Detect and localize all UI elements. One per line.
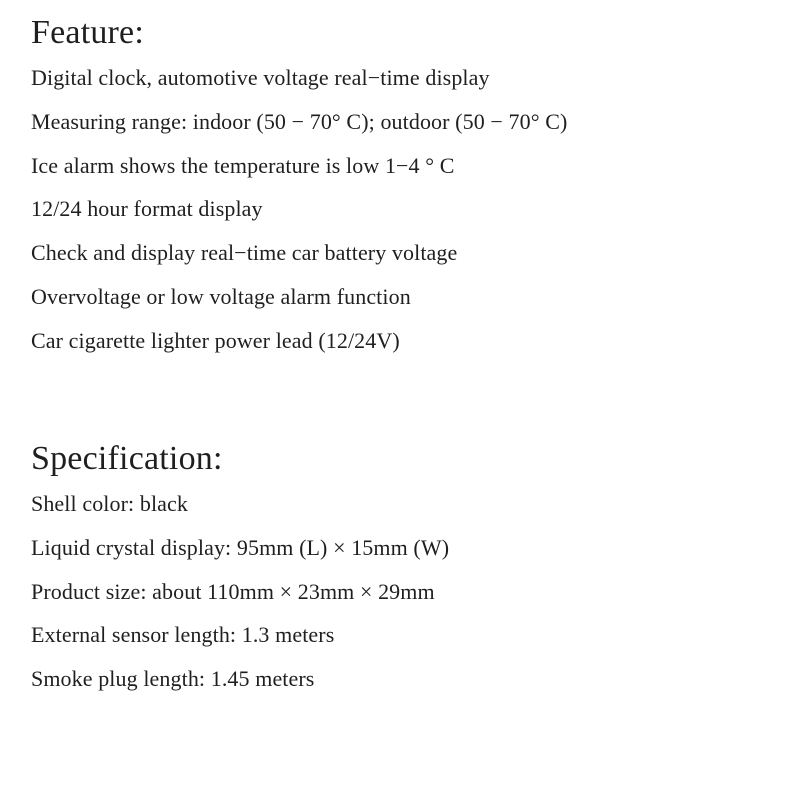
specification-section <box>31 440 791 712</box>
feature-item: Check and display real−time car battery voltage <box>31 240 458 266</box>
feature-heading: Feature: <box>31 14 144 51</box>
specification-list <box>31 493 791 690</box>
feature-item: Overvoltage or low voltage alarm function <box>31 283 411 309</box>
specification-item: Product size: about 110mm × 23mm × 29mm <box>31 578 435 604</box>
feature-section <box>31 14 791 374</box>
feature-item: Measuring range: indoor (50 − 70° C); outdoor (50 − 70° C) <box>31 108 568 134</box>
specification-item: Shell color: black <box>31 491 188 516</box>
specification-heading: Specification: <box>31 440 223 477</box>
feature-item: Ice alarm shows the temperature is low 1−4 ° C <box>31 152 455 178</box>
feature-item: Digital clock, automotive voltage real−time display <box>31 65 490 90</box>
specification-item: Smoke plug length: 1.45 meters <box>31 666 315 692</box>
feature-item: 12/24 hour format display <box>31 196 263 222</box>
feature-list <box>31 67 791 352</box>
specification-item: Liquid crystal display: 95mm (L) × 15mm (W) <box>31 534 450 560</box>
specification-item: External sensor length: 1.3 meters <box>31 622 335 648</box>
feature-item: Car cigarette lighter power lead (12/24V) <box>31 327 400 353</box>
